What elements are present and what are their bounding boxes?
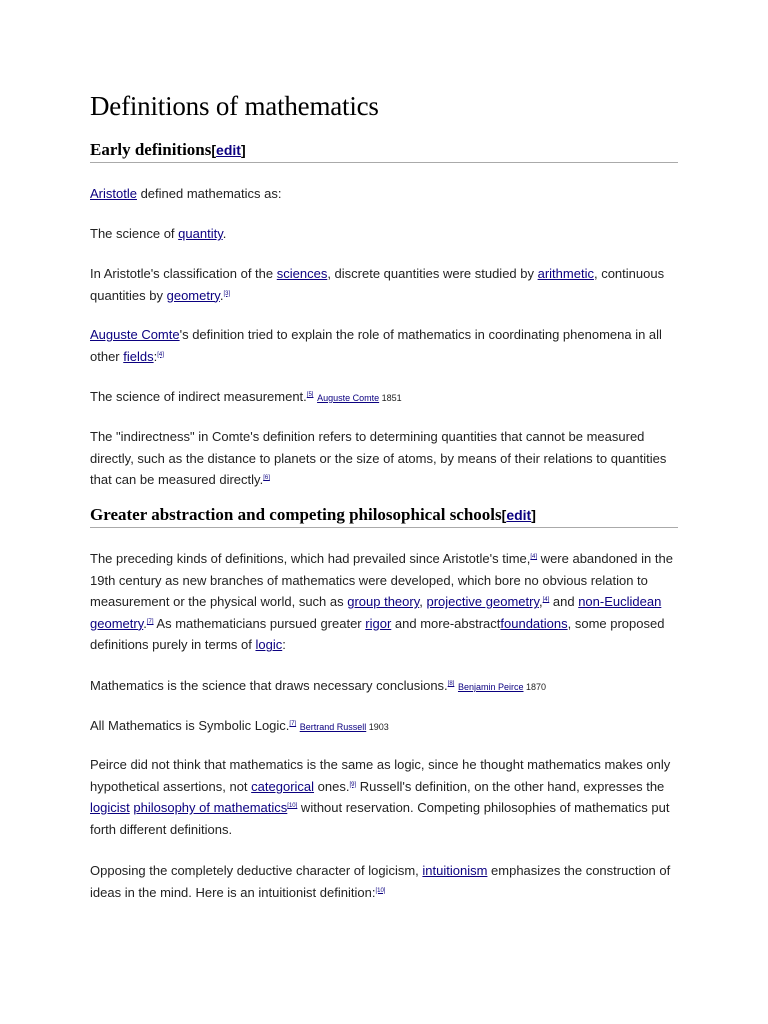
- reference-sup: [147, 619, 154, 625]
- text: emphasizes the construction of ideas in the mind. Here is an intuitionist definition:: [90, 863, 671, 900]
- link-geometry[interactable]: geometry: [166, 287, 220, 303]
- edit-section-link-wrap: [edit]: [501, 507, 536, 523]
- reference-link[interactable]: [10]: [375, 887, 386, 894]
- attribution-year: 1870: [523, 682, 547, 692]
- text: As mathematicians pursued greater: [153, 615, 366, 631]
- reference-sup: [448, 681, 455, 687]
- quote-indirect-measurement: [90, 386, 680, 410]
- paragraph-peirce-logic: [90, 754, 680, 840]
- text: In Aristotle's classification of the: [90, 266, 277, 281]
- link-auguste-comte[interactable]: Auguste Comte: [90, 327, 180, 342]
- text: :: [153, 348, 158, 364]
- text: , discrete quantities were studied by: [327, 266, 538, 281]
- attribution-year: 1851: [379, 393, 402, 403]
- link-projective-geometry[interactable]: projective geometry: [426, 594, 539, 610]
- reference-sup: [375, 888, 385, 894]
- reference-link[interactable]: [4]: [157, 351, 164, 358]
- link-attribution-comte[interactable]: Auguste Comte: [317, 393, 380, 403]
- reference-link[interactable]: [4]: [530, 554, 538, 560]
- section-heading-text: Greater abstraction and competing philosophical schools: [90, 505, 502, 524]
- text: 's definition tried to explain the role of mathematics in coordinating phenomena in all other: [90, 327, 662, 364]
- quote-attribution: [300, 722, 389, 732]
- link-group-theory[interactable]: group theory: [347, 594, 420, 610]
- page-title: Definitions of mathematics: [90, 91, 379, 121]
- quote-science-of-quantity: [90, 223, 680, 245]
- link-foundations[interactable]: foundations: [500, 615, 568, 631]
- paragraph-indirectness: [90, 426, 680, 491]
- text: were abandoned in the 19th century as new branches of mathematics were developed, which bore no obvious relation to measurement or the physical world, such as: [90, 551, 673, 610]
- reference-link[interactable]: [3]: [223, 290, 231, 297]
- link-rigor[interactable]: rigor: [365, 615, 392, 631]
- link-logicist[interactable]: logicist: [90, 800, 130, 816]
- edit-section-link-wrap: [edit]: [211, 142, 246, 158]
- section-heading-early-definitions: [90, 139, 678, 163]
- paragraph-comte: [90, 324, 680, 367]
- reference-sup: [157, 352, 164, 358]
- edit-section-link[interactable]: edit: [506, 507, 532, 523]
- link-arithmetic[interactable]: arithmetic: [537, 266, 594, 281]
- text: , some proposed definitions purely in terms of: [90, 615, 665, 653]
- text: :: [282, 637, 286, 653]
- reference-link[interactable]: [5]: [306, 392, 314, 398]
- text: Opposing the completely deductive character of logicism,: [90, 863, 423, 878]
- link-fields[interactable]: fields: [123, 348, 154, 364]
- quote-peirce: [90, 675, 680, 699]
- reference-link[interactable]: [10]: [287, 803, 298, 810]
- quote-attribution: [458, 682, 546, 692]
- text: The preceding kinds of definitions, which had prevailed since Aristotle's time,: [90, 551, 531, 566]
- link-logic[interactable]: logic: [255, 637, 283, 653]
- link-attribution-peirce[interactable]: Benjamin Peirce: [457, 682, 524, 692]
- text: and more-abstract: [391, 615, 501, 631]
- text: and: [549, 594, 579, 610]
- text: ,: [538, 594, 543, 610]
- paragraph-preceding-definitions: [90, 548, 680, 656]
- reference-sup: [223, 291, 230, 297]
- attribution-year: 1903: [366, 722, 389, 732]
- reference-link[interactable]: [9]: [349, 781, 357, 788]
- link-aristotle[interactable]: Aristotle: [90, 186, 137, 201]
- reference-sup: [263, 475, 270, 481]
- text: .: [143, 615, 147, 631]
- link-philosophy-of-mathematics[interactable]: philosophy of mathematics: [133, 800, 288, 816]
- link-sciences[interactable]: sciences: [276, 266, 328, 281]
- paragraph-aristotle: [90, 183, 680, 205]
- reference-link[interactable]: [7]: [289, 721, 297, 727]
- reference-sup: [287, 803, 297, 809]
- text: Peirce did not think that mathematics is the same as logic, since he thought mathematics makes only hypothetical assertions, not: [90, 757, 671, 794]
- text: Mathematics is the science that draws necessary conclusions.: [90, 678, 448, 693]
- text: ones.: [314, 778, 350, 794]
- text: without reservation. Competing philosophies of mathematics put forth different definitions.: [90, 800, 670, 837]
- link-quantity[interactable]: quantity: [178, 226, 223, 241]
- text: ,: [419, 594, 427, 610]
- link-attribution-russell[interactable]: Bertrand Russell: [299, 722, 367, 732]
- text: .: [222, 226, 227, 241]
- paragraph-aristotle-classification: [90, 263, 680, 306]
- edit-section-link[interactable]: edit: [216, 142, 241, 158]
- reference-sup: [307, 392, 314, 398]
- text: All Mathematics is Symbolic Logic.: [90, 718, 290, 733]
- text: The science of indirect measurement.: [90, 389, 307, 404]
- section-heading-text: Early definitions: [90, 140, 212, 159]
- text: .: [219, 287, 224, 303]
- reference-link[interactable]: [7]: [146, 618, 154, 625]
- reference-link[interactable]: [4]: [542, 597, 550, 604]
- text: Russell's definition, on the other hand, expresses the: [356, 778, 665, 794]
- quote-attribution: [317, 393, 402, 403]
- text: The science of: [90, 226, 179, 241]
- text: The "indirectness" in Comte's definition refers to determining quantities that cannot be measured directly, such as the distance to planets or the size of atoms, by means of their relations to quantities that can be measured directly.: [90, 429, 667, 488]
- link-intuitionism[interactable]: intuitionism: [422, 863, 488, 878]
- reference-link[interactable]: [8]: [447, 681, 455, 687]
- paragraph-intuitionism: [90, 860, 680, 903]
- reference-link[interactable]: [6]: [263, 475, 270, 482]
- reference-sup: [289, 721, 296, 727]
- text: defined mathematics as:: [136, 186, 282, 201]
- link-non-euclidean-geometry[interactable]: non-Euclidean geometry: [90, 594, 662, 631]
- section-heading-greater-abstraction: [90, 504, 678, 528]
- link-categorical[interactable]: categorical: [251, 778, 315, 794]
- text: , continuous quantities by: [90, 266, 665, 303]
- quote-russell: [90, 715, 680, 739]
